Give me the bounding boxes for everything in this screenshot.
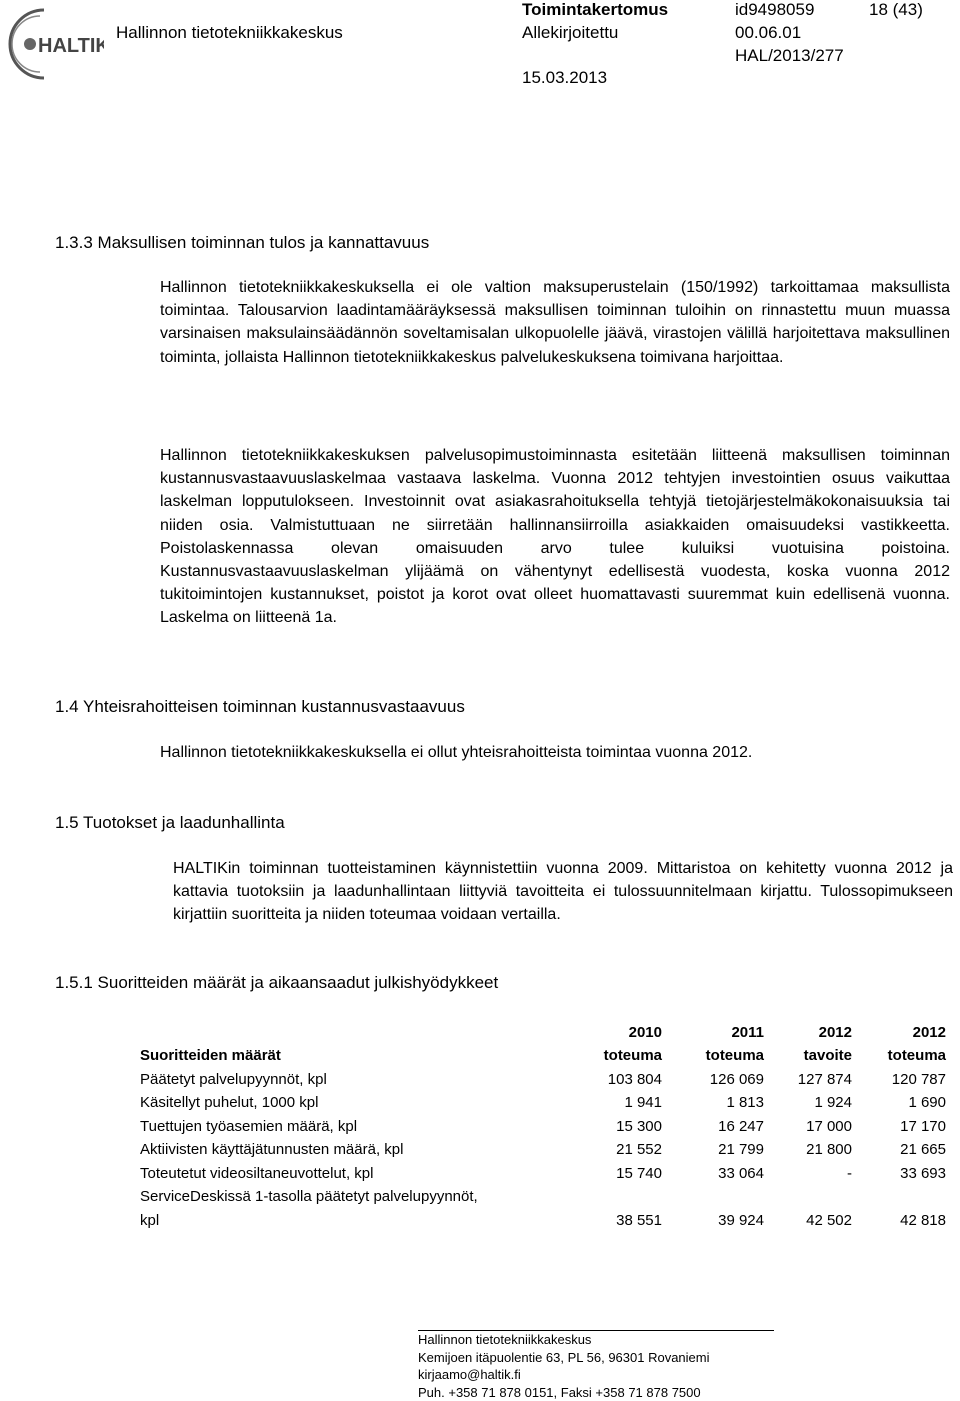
table-row [140, 1136, 946, 1160]
header-page: 18 (43) [869, 0, 923, 19]
cell-value: 21 665 [900, 1141, 946, 1158]
table-header-row-kinds [140, 1042, 946, 1066]
paragraph-text: HALTIKin toiminnan tuotteistaminen käynnistettiin vuonna 2009. Mittaristoa on kehitetty vuonna 2012 ja kattavia tuotoksiin ja laadunhallintaan liittyviä tavoitteita ei tulossuunnitelmaan kirjattu. Tulossopimukseen kirjattiin suoritteita ja niiden toteumaa voidaan vertailla. [173, 860, 953, 924]
col-kind-1: toteuma [603, 1047, 662, 1064]
cell-value: - [847, 1164, 852, 1182]
cell-value: 1 924 [814, 1094, 852, 1111]
performance-table [140, 1018, 946, 1230]
cell-value: 120 787 [891, 1070, 946, 1088]
cell-value: 1 941 [624, 1094, 662, 1111]
col-year-4: 2012 [912, 1023, 946, 1041]
row-header: Suoritteiden määrät [140, 1047, 281, 1064]
row-label: Käsitellyt puhelut, 1000 kpl [140, 1094, 319, 1111]
cell-value: 33 064 [718, 1164, 764, 1182]
cell-value: 21 800 [806, 1141, 852, 1158]
row-label-line-2: kpl [140, 1211, 160, 1229]
paragraph-text: Hallinnon tietotekniikkakeskuksella ei ollut yhteisrahoitteista toimintaa vuonna 2012. [160, 744, 753, 761]
col-year-3: 2012 [818, 1023, 852, 1041]
cell-value: 17 170 [900, 1117, 946, 1135]
cell-value: 21 552 [616, 1141, 662, 1158]
cell-value: 127 874 [797, 1070, 852, 1088]
section-title-133: 1.3.3 Maksullisen toiminnan tulos ja kannattavuus [55, 233, 430, 252]
header-org: Hallinnon tietotekniikkakeskus [116, 23, 343, 42]
haltik-logo [0, 0, 104, 90]
cell-value: 15 300 [616, 1117, 662, 1135]
header-doc-id: id9498059 [735, 0, 815, 19]
cell-value: 33 693 [900, 1164, 946, 1182]
table-row [140, 1065, 946, 1089]
header-doc-type: Toimintakertomus [522, 0, 669, 19]
cell-value: 15 740 [616, 1164, 662, 1182]
row-label: Aktiivisten käyttäjätunnusten määrä, kpl [140, 1141, 404, 1158]
cell-value: 38 551 [616, 1211, 662, 1229]
cell-value: 1 813 [726, 1094, 764, 1111]
table-row [140, 1089, 946, 1113]
table-header-row-years [140, 1018, 946, 1042]
cell-value: 17 000 [806, 1117, 852, 1135]
header-code: 00.06.01 [735, 23, 802, 42]
cell-value: 42 502 [806, 1211, 852, 1229]
table-row [140, 1206, 946, 1230]
table-row [140, 1159, 946, 1183]
cell-value: 103 804 [607, 1070, 662, 1088]
footer [418, 1330, 774, 1401]
row-label: Päätetyt palvelupyynnöt, kpl [140, 1070, 327, 1088]
header-ref: HAL/2013/277 [735, 46, 844, 65]
section-14-paragraph [160, 741, 950, 764]
paragraph-text: Hallinnon tietotekniikkakeskuksella ei ole valtion maksuperustelain (150/1992) tarkoittamaa maksullista toimintaa. Talousarvion laadintamääräyksessä maksullisen toiminnan tuloihin on rinnastettu muun muassa varsinaisen maksulainsäädännön soveltamisalan ulkopuolelle jäävä, virastojen välillä harjoitettava maksullinen toiminta, jollaista Hallinnon tietotekniikkakeskus palvelukeskuksena toimivana harjoittaa. [160, 279, 950, 366]
section-title-14: 1.4 Yhteisrahoitteisen toiminnan kustannusvastaavuus [55, 697, 465, 716]
row-label: Toteutetut videosiltaneuvottelut, kpl [140, 1164, 374, 1182]
col-year-2: 2011 [731, 1023, 764, 1041]
section-title-15: 1.5 Tuotokset ja laadunhallinta [55, 813, 285, 832]
cell-value: 39 924 [718, 1211, 764, 1229]
footer-address: Kemijoen itäpuolentie 63, PL 56, 96301 Rovaniemi [418, 1349, 710, 1365]
col-year-1: 2010 [628, 1023, 662, 1041]
footer-email[interactable]: kirjaamo@haltik.fi [418, 1367, 521, 1382]
header-status: Allekirjoitettu [522, 23, 619, 42]
cell-value: 42 818 [900, 1211, 946, 1229]
row-label-line-1: ServiceDeskissä 1-tasolla päätetyt palvelupyynnöt, [140, 1188, 478, 1205]
section-133-paragraph-2 [160, 444, 950, 630]
haltik-logo-icon [0, 0, 104, 90]
row-label: Tuettujen työasemien määrä, kpl [140, 1117, 358, 1135]
col-kind-2: toteuma [705, 1047, 764, 1064]
header-date: 15.03.2013 [522, 68, 608, 87]
cell-value: 126 069 [709, 1070, 764, 1088]
section-15-paragraph [173, 857, 953, 927]
col-kind-4: toteuma [887, 1047, 946, 1064]
table-row [140, 1183, 946, 1207]
cell-value: 21 799 [718, 1141, 764, 1158]
table-row [140, 1112, 946, 1136]
cell-value: 1 690 [908, 1094, 946, 1111]
section-133-paragraph-1 [160, 276, 950, 369]
footer-phone: Puh. +358 71 878 0151, Faksi +358 71 878 7500 [418, 1384, 701, 1400]
logo-text: HALTIK [38, 35, 104, 57]
section-title-151: 1.5.1 Suoritteiden määrät ja aikaansaadut julkishyödykkeet [55, 973, 499, 992]
col-kind-3: tavoite [803, 1047, 852, 1064]
paragraph-text: Hallinnon tietotekniikkakeskuksen palvelusopimustoiminnasta esitetään liitteenä maksullisen toiminnan kustannusvastaavuuslaskelmaa vastaava laskelma. Vuonna 2012 tehtyjen investointien osuus vaikuttaa laskelman lopputulokseen. Investoinnit ovat asiakasrahoituksella tehtyjä tietojärjestelmäkokonaisuuksia tai niiden osia. Valmistuttuaan ne siirretään hallinnansiirroilla asiakkaiden omaisuudeksi vastikkeetta. Poistolaskennassa olevan omaisuuden arvo tulee kuluiksi vuotuisina poistoina. Kustannusvastaavuuslaskelman ylijäämä on vähentynyt edellisestä vuodesta, koska vuonna 2012 tukitoimintojen kustannukset, poistot ja korot ovat olleet huomattavasti suuremmat kuin edellisenä vuonna. Laskelma on liitteenä 1a. [160, 447, 950, 627]
footer-org: Hallinnon tietotekniikkakeskus [418, 1332, 592, 1347]
cell-value: 16 247 [718, 1117, 764, 1135]
